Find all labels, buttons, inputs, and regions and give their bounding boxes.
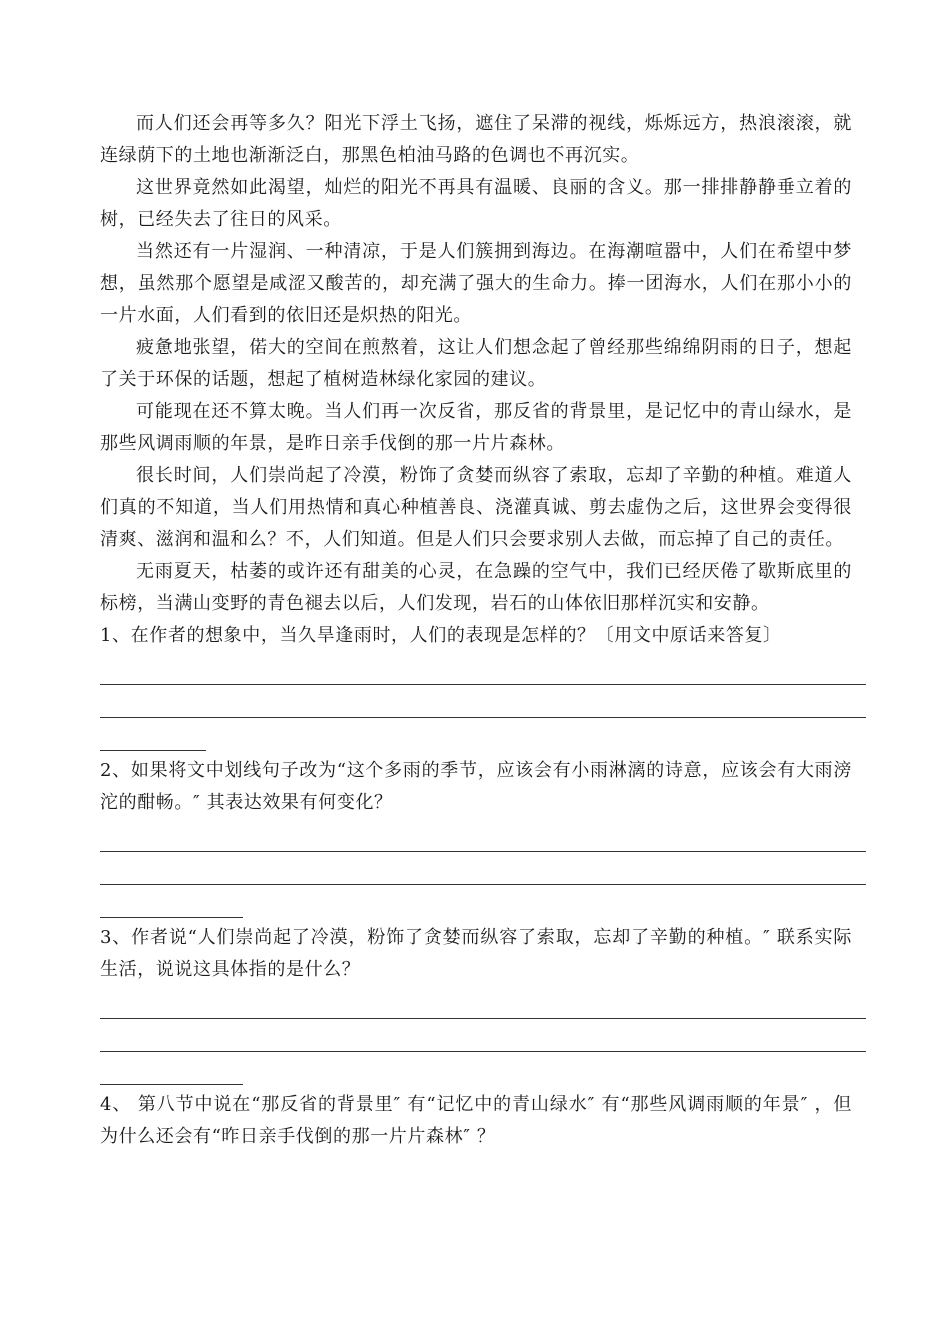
answer-line-short[interactable] [100,885,243,918]
passage-paragraph-6: 很长时间，人们崇尚起了冷漠，粉饰了贪婪而纵容了索取，忘却了辛勤的种植。难道人们真的不知道，当人们用热情和真心种植善良、浇灌真诚、剪去虚伪之后，这世界会变得很清爽、滋润和温和么？不，人们知道。但是人们只会要求别人去做，而忘掉了自己的责任。 [100,465,852,550]
passage-paragraph-7: 无雨夏天，枯萎的或许还有甜美的心灵，在急躁的空气中，我们已经厌倦了歇斯底里的标榜，当满山变野的青色褪去以后，人们发现，岩石的山体依旧那样沉实和安静。 [100,561,852,614]
question-2: 2、如果将文中划线句子改为“这个多雨的季节，应该会有小雨淋漓的诗意，应该会有大雨滂沱的酣畅。″ 其表达效果有何变化？ [100,760,852,813]
answer-line[interactable] [100,1019,866,1052]
answer-line[interactable] [100,652,866,685]
worksheet-page [100,108,852,1153]
answer-line[interactable] [100,986,866,1019]
passage-paragraph-4: 疲惫地张望，偌大的空间在煎熬着，这让人们想念起了曾经那些绵绵阴雨的日子，想起了关于环保的话题，想起了植树造林绿化家园的建议。 [100,337,852,390]
passage-paragraph-3: 当然还有一片湿润、一种清凉，于是人们簇拥到海边。在海潮喧嚣中，人们在希望中梦想，虽然那个愿望是咸涩又酸苦的，却充满了强大的生命力。捧一团海水，人们在那小小的一片水面，人们看到的依旧还是炽热的阳光。 [100,241,852,326]
answer-area-3[interactable] [100,986,852,1085]
answer-line[interactable] [100,685,866,718]
answer-line-short[interactable] [100,1052,243,1085]
passage-paragraph-1: 而人们还会再等多久？阳光下浮土飞扬，遮住了呆滞的视线，烁烁远方，热浪滚滚，就连绿荫下的土地也渐渐泛白，那黑色柏油马路的色调也不再沉实。 [100,113,852,166]
passage-paragraph-2: 这世界竟然如此渴望，灿烂的阳光不再具有温暖、良丽的含义。那一排排静静垂立着的树，已经失去了往日的风采。 [100,177,852,230]
answer-line[interactable] [100,819,866,852]
question-1: 1、在作者的想象中，当久旱逢雨时，人们的表现是怎样的？〔用文中原话来答复〕 [100,625,782,646]
question-4: 4、 第八节中说在“那反省的背景里″ 有“记忆中的青山绿水″ 有“那些风调雨顺的年景″ ，但为什么还会有“昨日亲手伐倒的那一片片森林″ ？ [100,1094,852,1147]
passage-paragraph-5: 可能现在还不算太晚。当人们再一次反省，那反省的背景里，是记忆中的青山绿水，是那些风调雨顺的年景，是昨日亲手伐倒的那一片片森林。 [100,401,852,454]
answer-area-2[interactable] [100,819,852,918]
question-3: 3、作者说“人们崇尚起了冷漠，粉饰了贪婪而纵容了索取，忘却了辛勤的种植。″ 联系实际生活，说说这具体指的是什么？ [100,927,852,980]
answer-area-1[interactable] [100,652,852,751]
answer-line[interactable] [100,852,866,885]
answer-line-short[interactable] [100,718,206,751]
